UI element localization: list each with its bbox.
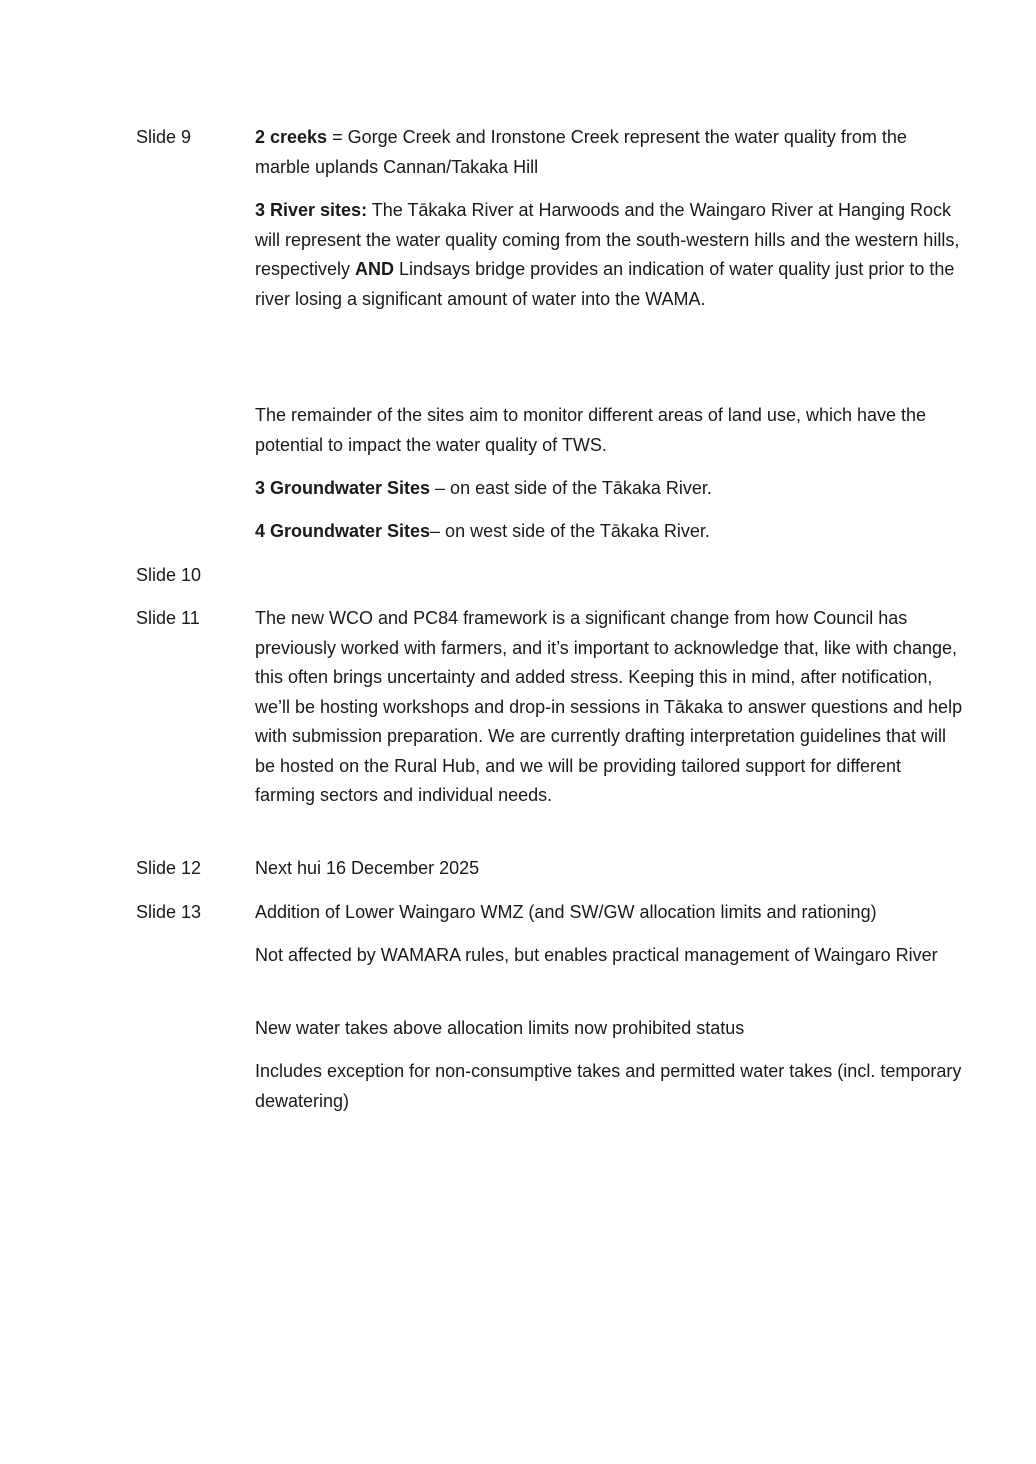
creeks-heading: 2 creeks <box>255 127 328 147</box>
groundwater-west-text: – on west side of the Tākaka River. <box>430 521 710 541</box>
slide-9-creeks-paragraph <box>255 123 965 182</box>
slide-10-label: Slide 10 <box>136 565 202 585</box>
slide-9-label: Slide 9 <box>136 127 192 147</box>
slide-9-groundwater-west <box>255 517 965 547</box>
slide-13-paragraph-1: Addition of Lower Waingaro WMZ (and SW/GW allocation limits and rationing) <box>255 902 877 922</box>
groundwater-east-text: – on east side of the Tākaka River. <box>430 478 712 498</box>
slide-12-paragraph: Next hui 16 December 2025 <box>255 858 480 878</box>
river-sites-text-continued: Lindsays bridge provides an indication of water quality just prior to the river losing a significant amount of water into the WAMA. <box>255 259 955 309</box>
slide-9-river-paragraph <box>255 196 965 314</box>
slide-9-remainder-paragraph: The remainder of the sites aim to monitor different areas of land use, which have the potential to impact the water quality of TWS. <box>255 405 927 455</box>
river-and-emphasis: AND <box>355 259 395 279</box>
creeks-text: = Gorge Creek and Ironstone Creek represent the water quality from the marble uplands Cannan/Takaka Hill <box>255 127 907 177</box>
slide-9-groundwater-east <box>255 474 965 504</box>
slide-13-paragraph-4: Includes exception for non-consumptive takes and permitted water takes (incl. temporary dewatering) <box>255 1061 962 1111</box>
groundwater-east-heading: 3 Groundwater Sites <box>255 478 431 498</box>
slide-13-paragraph-2: Not affected by WAMARA rules, but enables practical management of Waingaro River <box>255 945 938 965</box>
slide-13-label: Slide 13 <box>136 902 202 922</box>
river-sites-text: The Tākaka River at Harwoods and the Waingaro River at Hanging Rock will represent the water quality coming from the south-western hills and the western hills, respectively <box>255 200 960 279</box>
slide-11-label: Slide 11 <box>136 608 200 628</box>
slide-13-paragraph-3: New water takes above allocation limits now prohibited status <box>255 1018 745 1038</box>
river-sites-heading: 3 River sites: <box>255 200 368 220</box>
slide-12-label: Slide 12 <box>136 858 202 878</box>
slide-11-paragraph: The new WCO and PC84 framework is a significant change from how Council has previously worked with farmers, and it’s important to acknowledge that, like with change, this often brings uncertainty and added stress. Keeping this in mind, after notification, we’ll be hosting workshops and drop-in sessions in Tākaka to answer questions and help with submission preparation. We are currently drafting interpretation guidelines that will be hosted on the Rural Hub, and we will be providing tailored support for different farming sectors and individual needs. <box>255 608 963 805</box>
groundwater-west-heading: 4 Groundwater Sites <box>255 521 431 541</box>
